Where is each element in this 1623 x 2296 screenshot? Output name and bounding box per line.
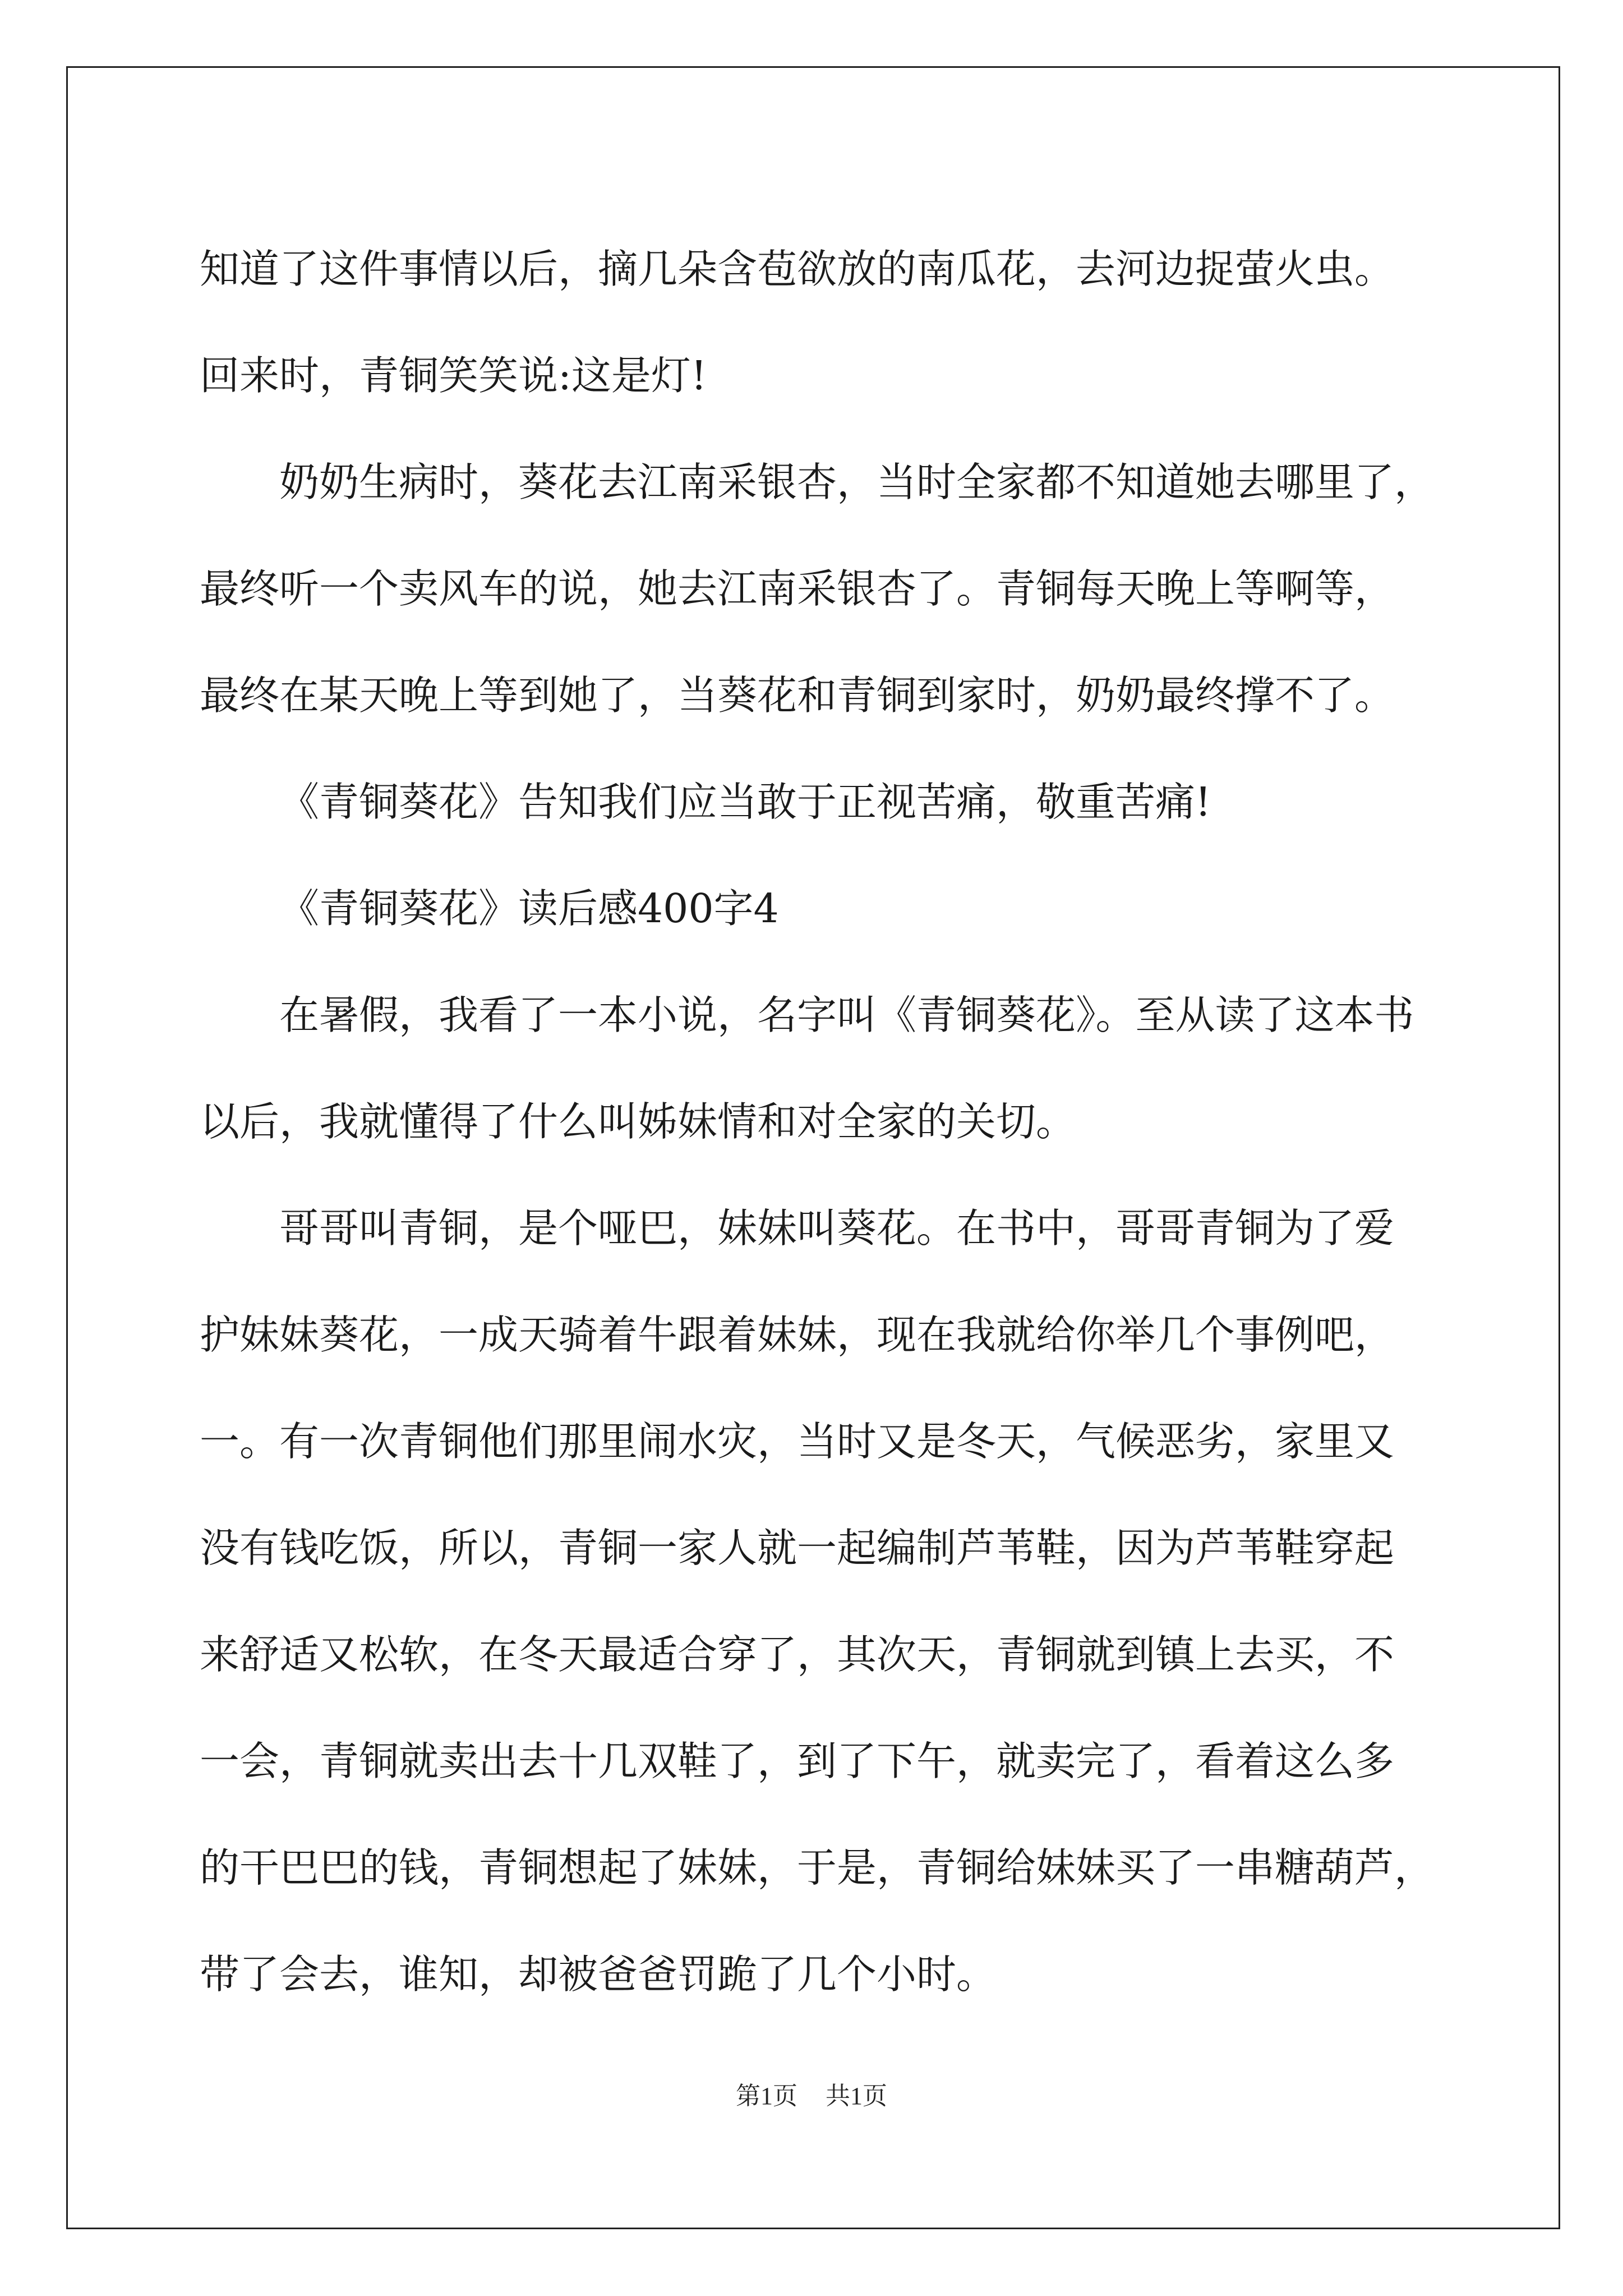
text-line-17: 带了会去，谁知，却被爸爸罚跪了几个小时。 (200, 1951, 997, 1998)
page-footer (0, 2076, 1623, 2111)
text-line-16: 的干巴巴的钱，青铜想起了妹妹，于是，青铜给妹妹买了一串糖葫芦， (200, 1844, 1435, 1891)
text-line-2: 回来时，青铜笑笑说:这是灯! (200, 352, 707, 399)
text-line-5: 最终在某天晚上等到她了，当葵花和青铜到家时，奶奶最终撑不了。 (200, 672, 1395, 719)
text-line-4: 最终听一个卖风车的说，她去江南采银杏了。青铜每天晚上等啊等， (200, 565, 1395, 612)
text-line-1: 知道了这件事情以后，摘几朵含苞欲放的南瓜花，去河边捉萤火虫。 (200, 246, 1395, 292)
text-line-12: 一。有一次青铜他们那里闹水灾，当时又是冬天，气候恶劣，家里又 (200, 1418, 1395, 1465)
text-line-6: 《青铜葵花》告知我们应当敢于正视苦痛，敬重苦痛! (279, 779, 1211, 825)
text-line-9: 以后，我就懂得了什么叫姊妹情和对全家的关切。 (200, 1098, 1076, 1145)
text-line-8: 在暑假，我看了一本小说，名字叫《青铜葵花》。至从读了这本书 (279, 992, 1414, 1038)
section-heading: 《青铜葵花》读后感400字4 (279, 885, 779, 932)
text-line-13: 没有钱吃饭，所以，青铜一家人就一起编制芦苇鞋，因为芦苇鞋穿起 (200, 1525, 1395, 1571)
text-line-15: 一会，青铜就卖出去十几双鞋了，到了下午，就卖完了，看着这么多 (200, 1738, 1395, 1784)
text-line-10: 哥哥叫青铜，是个哑巴，妹妹叫葵花。在书中，哥哥青铜为了爱 (279, 1205, 1395, 1251)
text-line-11: 护妹妹葵花，一成天骑着牛跟着妹妹，现在我就给你举几个事例吧， (200, 1312, 1395, 1358)
page-number: 第1页 (736, 2082, 797, 2110)
text-line-14: 来舒适又松软，在冬天最适合穿了，其次天，青铜就到镇上去买，不 (200, 1631, 1395, 1678)
document-body (200, 216, 1433, 2028)
text-line-3: 奶奶生病时，葵花去江南采银杏，当时全家都不知道她去哪里了， (279, 459, 1435, 505)
page-total: 共1页 (826, 2082, 887, 2110)
